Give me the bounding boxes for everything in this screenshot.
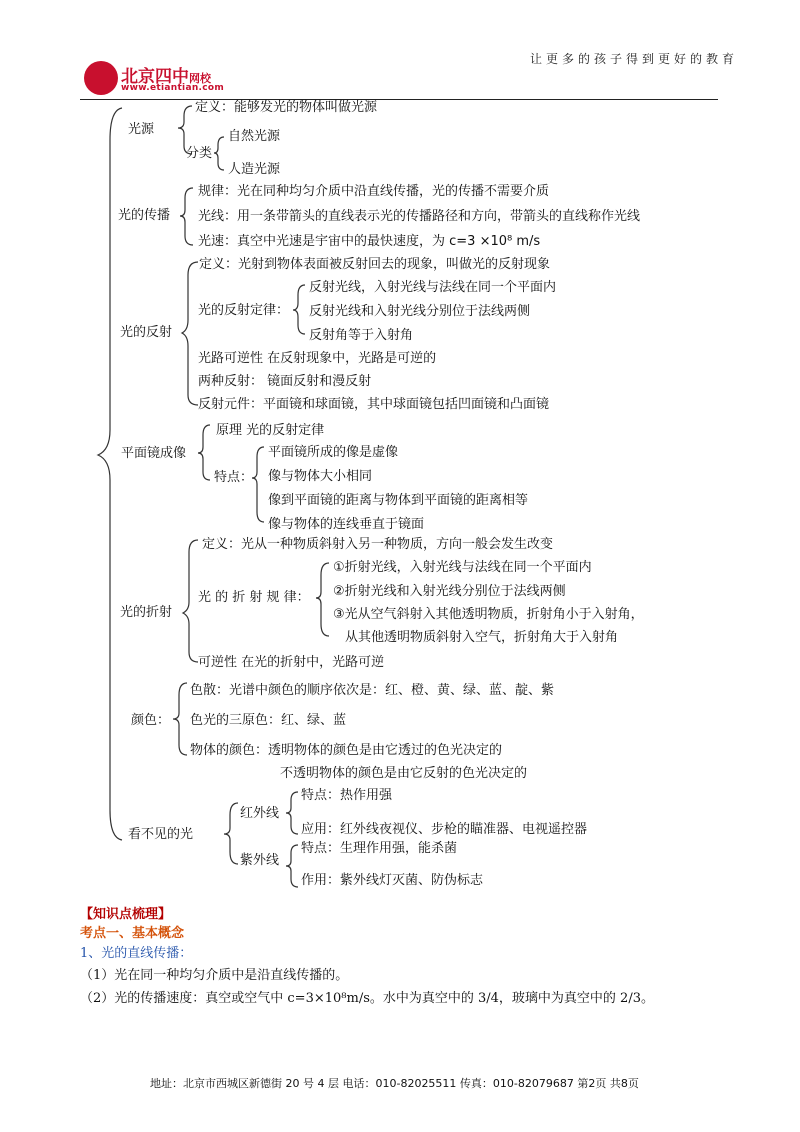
- pingmianjing-point-4: 像与物体的连线垂直于镜面: [268, 517, 425, 532]
- node-zheshe: 光的折射: [120, 605, 173, 620]
- item-1-title: 1、光的直线传播：: [80, 946, 193, 961]
- chuanbo-line-3: 光速：真空中光速是宇宙中的最快速度，为 c=3 ×10⁸ m/s: [198, 234, 541, 249]
- page-footer: 地址：北京市西城区新德街 20 号 4 层 电话：010-82025511 传真：010-82079687 第2页 共8页: [150, 1077, 639, 1090]
- zheshe-law-4: 从其他透明物质斜射入空气，折射角大于入射角: [345, 630, 619, 645]
- zheshe-law-3: ③光从空气斜射入其他透明物质，折射角小于入射角，: [333, 607, 644, 622]
- yanse-sesan: 色散：光谱中颜色的顺序依次是：红、橙、黄、绿、蓝、靛、紫: [190, 683, 555, 698]
- paragraph-1: （1）光在同一种均匀介质中是沿直线传播的。: [80, 968, 349, 983]
- section-title: 【知识点梳理】: [80, 907, 172, 922]
- pingmianjing-point-3: 像到平面镜的距离与物体到平面镜的距离相等: [268, 493, 529, 508]
- node-kanbujian: 看不见的光: [128, 827, 194, 842]
- chuanbo-line-2: 光线：用一条带箭头的直线表示光的传播路径和方向，带箭头的直线称作光线: [198, 209, 641, 224]
- fanshe-law-title: 光的反射定律：: [198, 303, 290, 318]
- node-chuanbo: 光的传播: [118, 208, 171, 223]
- kaodian-title: 考点一、基本概念: [80, 926, 185, 941]
- node-fanshe: 光的反射: [120, 325, 173, 340]
- hongwai-item-2: 应用：红外线夜视仪、步枪的瞄准器、电视遥控器: [301, 822, 588, 837]
- guangyuan-fenlei: 分类: [186, 146, 213, 161]
- pingmianjing-yuanli: 原理 光的反射定律: [216, 423, 325, 438]
- fanshe-kenixing: 光路可逆性 在反射现象中，光路是可逆的: [198, 351, 437, 366]
- yanse-wuti-1: 物体的颜色：透明物体的颜色是由它透过的色光决定的: [190, 743, 503, 758]
- fanshe-def: 定义：光射到物体表面被反射回去的现象，叫做光的反射现象: [199, 257, 551, 272]
- kanbujian-ziwai: 紫外线: [240, 853, 280, 868]
- logo-name: 北京四中网校: [121, 67, 211, 87]
- paragraph-2: （2）光的传播速度：真空或空气中 c=3×10⁸m/s。水中为真空中的 3/4，玻璃中为真空中的 2/3。: [80, 991, 654, 1006]
- logo-url: www.etiantian.com: [121, 83, 225, 93]
- node-pingmianjing: 平面镜成像: [121, 446, 187, 461]
- pingmianjing-tedian: 特点：: [214, 470, 254, 485]
- header-slogan: 让更多的孩子得到更好的教育: [530, 52, 739, 66]
- yanse-wuti-2: 不透明物体的颜色是由它反射的色光决定的: [280, 766, 528, 781]
- yanse-sanyuanse: 色光的三原色：红、绿、蓝: [190, 713, 347, 728]
- ziwai-item-1: 特点：生理作用强，能杀菌: [301, 841, 458, 856]
- zheshe-law-2: ②折射光线和入射光线分别位于法线两侧: [333, 584, 566, 599]
- chuanbo-line-1: 规律：光在同种均匀介质中沿直线传播，光的传播不需要介质: [198, 184, 550, 199]
- node-yanse: 颜色：: [131, 713, 171, 728]
- guangyuan-type-2: 人造光源: [228, 162, 281, 177]
- fanshe-liangzhong: 两种反射： 镜面反射和漫反射: [198, 374, 372, 389]
- zheshe-def: 定义：光从一种物质斜射入另一种物质，方向一般会发生改变: [202, 537, 554, 552]
- guangyuan-def: 定义：能够发光的物体叫做光源: [195, 100, 378, 115]
- zheshe-kenixing: 可逆性 在光的折射中，光路可逆: [198, 655, 385, 670]
- kanbujian-hongwai: 红外线: [240, 806, 280, 821]
- pingmianjing-point-1: 平面镜所成的像是虚像: [268, 445, 399, 460]
- hongwai-item-1: 特点：热作用强: [301, 788, 393, 803]
- fanshe-law-3: 反射角等于入射角: [309, 328, 414, 343]
- zheshe-law-1: ①折射光线，入射光线与法线在同一个平面内: [333, 560, 592, 575]
- guangyuan-type-1: 自然光源: [228, 129, 281, 144]
- zheshe-law-title: 光 的 折 射 规 律：: [198, 590, 310, 605]
- fanshe-law-1: 反射光线，入射光线与法线在同一个平面内: [309, 280, 557, 295]
- node-guangyuan: 光源: [128, 122, 155, 137]
- ziwai-item-2: 作用：紫外线灯灭菌、防伪标志: [301, 873, 484, 888]
- pingmianjing-point-2: 像与物体大小相同: [268, 469, 373, 484]
- fanshe-law-2: 反射光线和入射光线分别位于法线两侧: [309, 304, 531, 319]
- fanshe-yuanjian: 反射元件：平面镜和球面镜，其中球面镜包括凹面镜和凸面镜: [198, 397, 550, 412]
